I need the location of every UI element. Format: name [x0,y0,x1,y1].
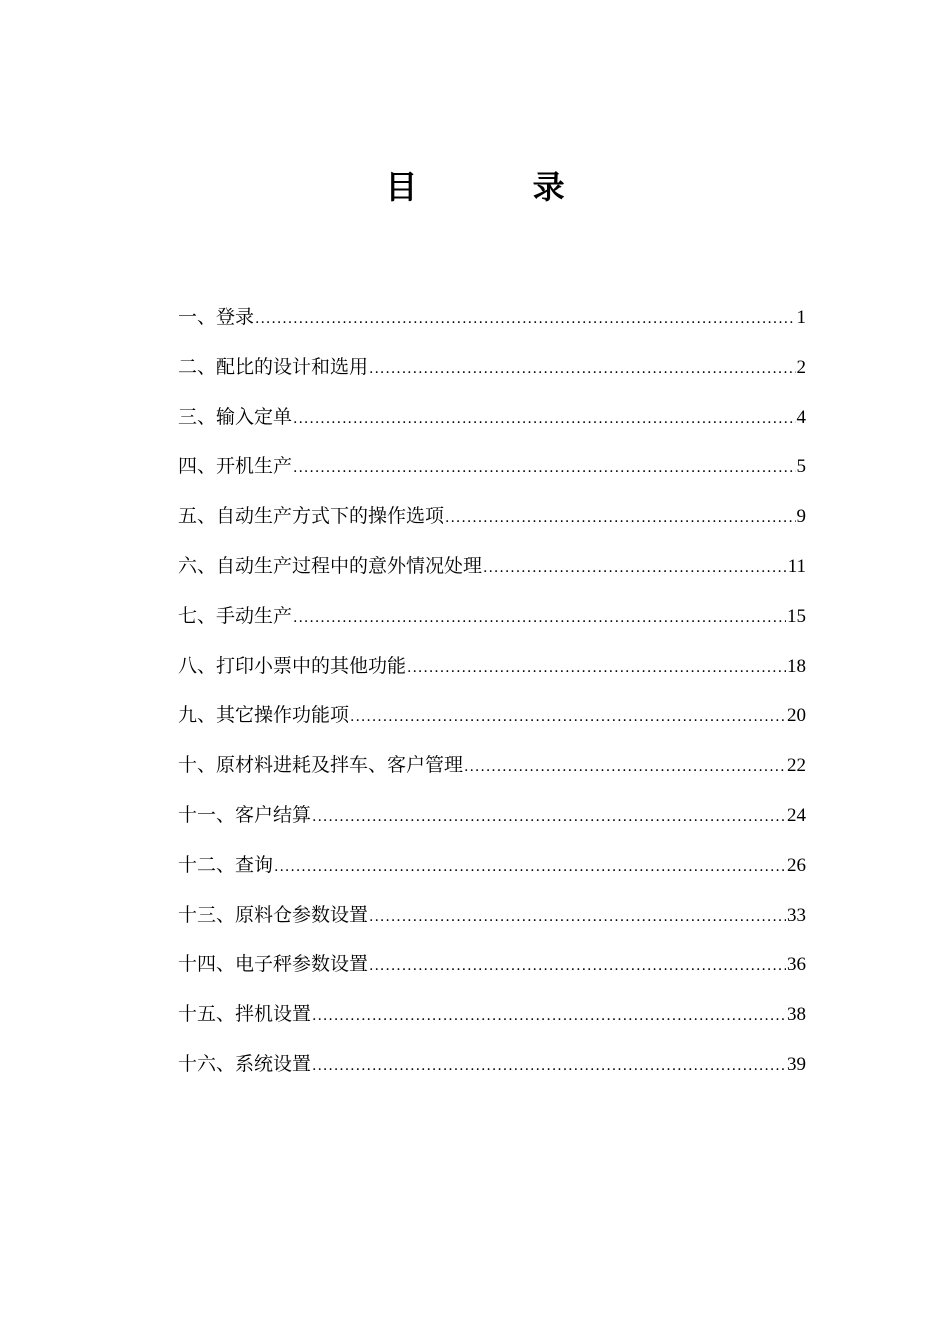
toc-dot-leader [369,893,786,943]
toc-entry-page-number: 4 [796,406,806,428]
toc-dot-leader [312,1042,786,1092]
toc-entry[interactable] [178,841,806,891]
toc-entry[interactable] [178,492,806,542]
toc-entry-label: 十三、原料仓参数设置 [178,903,369,926]
toc-entry-label: 十一、客户结算 [178,803,312,826]
toc-entry-page-number: 24 [787,804,806,826]
toc-dot-leader [369,345,795,395]
toc-entry-label: 十、原材料进耗及拌车、客户管理 [178,754,464,777]
toc-dot-leader [464,743,786,793]
page-title: 目 录 [385,168,617,206]
toc-entry-page-number: 36 [787,954,806,976]
toc-dot-leader [293,594,786,644]
toc-entry-label: 五、自动生产方式下的操作选项 [178,505,445,528]
toc-entry-page-number: 22 [787,755,806,777]
toc-entry-page-number: 38 [787,1004,806,1026]
toc-entry[interactable] [178,940,806,990]
toc-entry-page-number: 18 [787,655,806,677]
toc-entry[interactable] [178,293,806,343]
toc-entry-page-number: 2 [796,356,806,378]
toc-entry[interactable] [178,891,806,941]
toc-entry[interactable] [178,442,806,492]
toc-entry-label: 七、手动生产 [178,604,293,627]
toc-dot-leader [293,395,795,445]
toc-entry[interactable] [178,1040,806,1090]
toc-dot-leader [293,444,795,494]
toc-entry-label: 三、输入定单 [178,405,293,428]
toc-entry-label: 十二、查询 [178,853,274,876]
toc-entry-label: 一、登录 [178,306,255,328]
toc-entry-label: 八、打印小票中的其他功能 [178,654,407,677]
toc-entry-page-number: 33 [787,904,806,926]
toc-dot-leader [312,793,786,843]
toc-entry[interactable] [178,642,806,692]
toc-entry[interactable] [178,592,806,642]
toc-entry[interactable] [178,542,806,592]
toc-dot-leader [369,942,786,992]
toc-entry-page-number: 26 [787,854,806,876]
toc-entry-label: 二、配比的设计和选用 [178,355,369,378]
toc-dot-leader [483,544,787,594]
toc-entry-label: 九、其它操作功能项 [178,704,350,727]
toc-entry-label: 六、自动生产过程中的意外情况处理 [178,554,483,577]
toc-entry-label: 十四、电子秤参数设置 [178,953,369,976]
toc-entry-label: 四、开机生产 [178,455,293,478]
toc-entry[interactable] [178,393,806,443]
toc-dot-leader [312,992,786,1042]
toc-entry-page-number: 9 [796,506,806,528]
toc-entry-page-number: 20 [787,705,806,727]
toc-entry[interactable] [178,691,806,741]
toc-entry-label: 十五、拌机设置 [178,1003,312,1026]
toc-entry[interactable] [178,990,806,1040]
toc-entry-label: 十六、系统设置 [178,1052,312,1075]
toc-dot-leader [255,295,795,345]
toc-entry[interactable] [178,343,806,393]
toc-entry[interactable] [178,791,806,841]
toc-dot-leader [350,693,786,743]
toc-entry-page-number: 5 [796,456,806,478]
toc-entry-page-number: 1 [796,307,806,328]
toc-entry[interactable] [178,741,806,791]
table-of-contents [178,293,806,1090]
toc-dot-leader [274,843,786,893]
toc-entry-page-number: 15 [787,605,806,627]
toc-entry-page-number: 11 [787,555,806,577]
toc-entry-page-number: 39 [787,1053,806,1075]
toc-dot-leader [407,644,786,694]
toc-dot-leader [445,494,795,544]
